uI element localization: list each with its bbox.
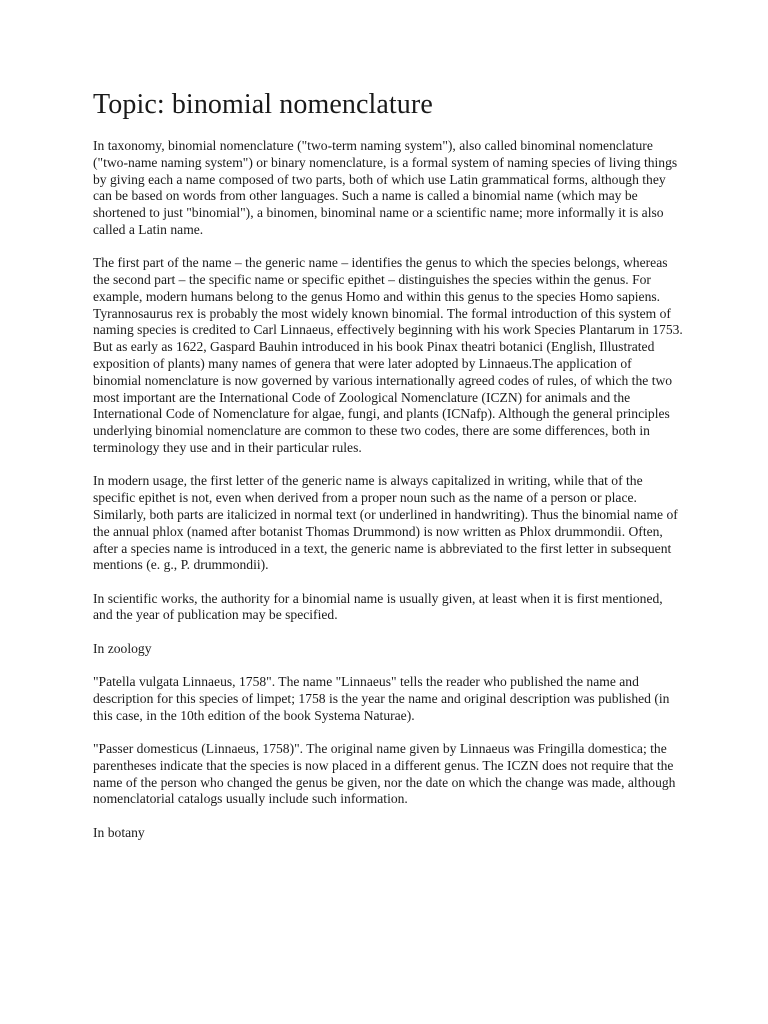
paragraph-generic-name: The first part of the name – the generic name – identifies the genus to which the species belongs, whereas the second part – the specific name or specific epithet – distinguishes the species within the genus. For example, modern humans belong to the genus Homo and within this genus to the species Homo sapiens. Tyrannosaurus rex is probably the most widely known binomial. The formal introduction of this system of naming species is credited to Carl Linnaeus, effectively beginning with his work Species Plantarum in 1753. But as early as 1622, Gaspard Bauhin introduced in his book Pinax theatri botanici (English, Illustrated exposition of plants) many names of genera that were later adopted by Linnaeus.The application of binomial nomenclature is now governed by various internationally agreed codes of rules, of which the two most important are the International Code of Zoological Nomenclature (ICZN) for animals and the International Code of Nomenclature for algae, fungi, and plants (ICNafp). Although the general principles underlying binomial nomenclature are common to these two codes, there are some differences, both in terminology they use and in their particular rules. [93,255,683,456]
paragraph-authority: In scientific works, the authority for a binomial name is usually given, at least when it is first mentioned, and the year of publication may be specified. [93,590,663,623]
paragraph-intro: In taxonomy, binomial nomenclature ("two-term naming system"), also called binominal nomenclature ("two-name naming system") or binary nomenclature, is a formal system of naming species of living things by giving each a name composed of two parts, both of which use Latin grammatical forms, although they can be based on words from other languages. Such a name is called a binomial name (which may be shortened to just "binomial"), a binomen, binominal name or a scientific name; more informally it is also called a Latin name. [93,138,678,237]
document-title: Topic: binomial nomenclature [93,89,433,120]
heading-in-botany: In botany [93,824,145,840]
heading-in-zoology: In zoology [93,640,152,656]
paragraph-patella: "Patella vulgata Linnaeus, 1758". The name "Linnaeus" tells the reader who published the name and description for this species of limpet; 1758 is the year the name and original description was published (in this case, in the 10th edition of the book Systema Naturae). [93,674,670,723]
document-page [93,88,683,858]
paragraph-passer: "Passer domesticus (Linnaeus, 1758)". The original name given by Linnaeus was Fringilla domestica; the parentheses indicate that the species is now placed in a different genus. The ICZN does not require that the name of the person who changed the genus be given, nor the date on which the change was made, although nomenclatorial catalogs usually include such information. [93,740,676,807]
paragraph-modern-usage: In modern usage, the first letter of the generic name is always capitalized in writing, while that of the specific epithet is not, even when derived from a proper noun such as the name of a person or place. Similarly, both parts are italicized in normal text (or underlined in handwriting). Thus the binomial name of the annual phlox (named after botanist Thomas Drummond) is now written as Phlox drummondii. Often, after a species name is introduced in a text, the generic name is abbreviated to the first letter in subsequent mentions (e. g., P. drummondii). [93,473,678,573]
